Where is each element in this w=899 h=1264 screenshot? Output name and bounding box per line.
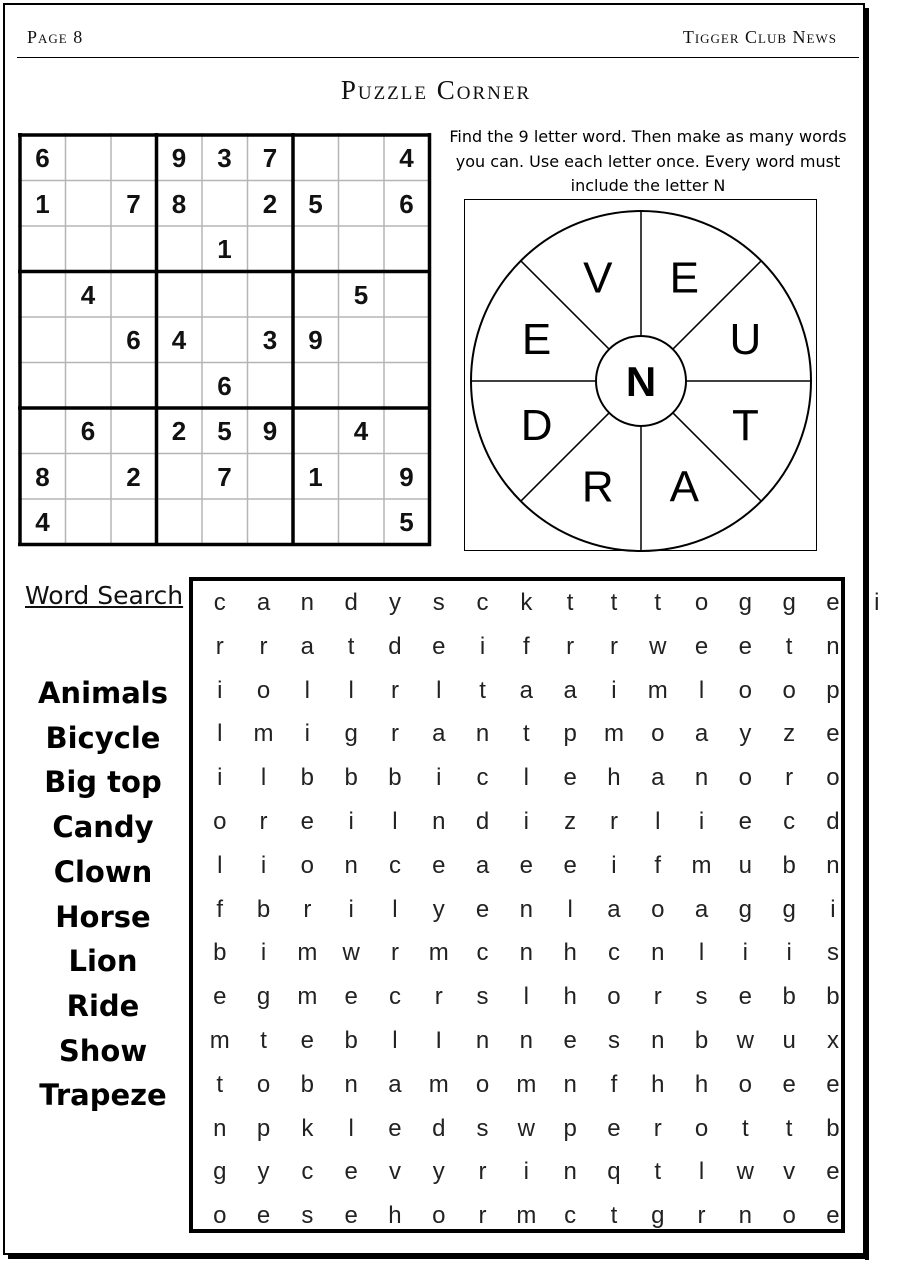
wheel-letter: E [669,253,699,303]
word-search-letter: e [826,1158,840,1186]
word-search-letter: m [428,1070,449,1098]
word-search-letter: a [607,895,621,923]
sudoku-cell: 3 [217,143,232,173]
word-search-letter: i [611,676,617,704]
word-search-letter: e [475,895,490,923]
word-search-letter: h [388,1202,402,1230]
word-list-item: Animals [37,676,169,710]
word-search-letter: v [783,1158,796,1186]
word-search-letter: g [738,589,753,616]
sudoku-cell: 4 [80,279,96,310]
word-search-letter: n [519,895,534,923]
word-search-letter: o [738,676,753,704]
word-search-letter: e [738,808,753,835]
word-search-letter: b [782,851,796,879]
word-search-letter: s [826,939,839,967]
word-search-letter: n [300,589,315,616]
page-shadow-right [865,8,869,1260]
sudoku-cell: 1 [308,461,323,492]
word-search-letter: l [392,1027,398,1054]
word-search-letter: n [563,1070,577,1098]
word-search-letter: d [432,1114,446,1142]
word-search-letter: d [344,589,358,616]
word-search-letter: d [475,808,490,835]
sudoku-grid [18,133,431,546]
word-search-letter: g [782,895,796,923]
word-search-letter: r [434,983,443,1011]
word-search-letter: s [301,1202,314,1230]
word-search-letter: i [830,895,836,923]
word-search-letter: e [563,851,577,879]
sudoku-cell: 6 [217,370,232,401]
word-search-letter: y [388,589,401,616]
word-search-letter: n [475,720,490,748]
word-search-letter: s [476,1114,489,1142]
word-search-letter: s [607,1027,620,1054]
sudoku-cell: 7 [126,188,141,219]
word-search-letter: i [348,895,354,923]
word-search-letter: c [607,939,620,967]
wheel-letter: D [520,401,553,451]
sudoku-cell: 5 [217,416,232,446]
word-search-letter: o [607,983,621,1011]
word-search-letter: n [519,939,534,967]
word-search-letter: l [436,676,442,704]
word-search-letter: l [392,895,398,923]
word-search-letter: g [651,1202,665,1230]
word-search-letter: r [303,895,312,923]
word-search-letter: e [782,1070,796,1098]
word-search-letter: o [826,764,840,792]
word-search-letter: r [390,676,399,704]
word-search-letter: i [523,1158,530,1186]
word-search-letter: l [655,808,661,835]
word-search-letter: l [567,895,573,923]
word-list [25,671,181,1118]
word-search-letter: n [563,1158,577,1186]
word-search-letter: a [300,632,315,660]
sudoku-cell: 7 [217,461,232,492]
word-search-letter: h [694,1070,709,1098]
word-search-letter: m [516,1070,537,1098]
word-search-letter: e [344,1202,358,1230]
word-search-letter: t [610,1202,618,1230]
word-search-letter: t [785,632,793,660]
page-shadow-bottom [8,1255,869,1259]
word-search-letter: h [651,1070,665,1098]
word-wheel-box [464,199,817,551]
word-search-letter: l [698,939,705,967]
word-list-item: Ride [66,988,140,1023]
word-search-letter: f [610,1070,618,1098]
sudoku-cell: 1 [35,188,50,219]
word-search-letter: a [651,764,665,792]
word-search-letter: e [300,1027,315,1054]
word-search-letter: y [257,1158,270,1186]
word-search-letter: o [782,1202,796,1230]
sudoku-cell: 2 [171,416,187,446]
word-search-letter: f [654,851,662,879]
word-search-letter: g [344,720,358,748]
word-search-letter: a [694,895,709,923]
word-list-item: Clown [53,854,153,889]
word-search-letter: i [348,808,354,835]
word-search-letter: t [479,676,486,704]
word-search-letter: t [523,720,530,748]
word-search-letter: o [782,676,796,704]
word-search-letter: i [436,764,442,792]
word-search-letter: n [213,1114,227,1142]
word-search-letter: o [738,764,753,792]
sudoku-cell: 4 [399,143,414,173]
word-search-letter: k [520,589,533,616]
word-search-letter: c [388,983,401,1011]
word-search-letter: a [694,720,709,748]
word-list-item: Lion [68,944,138,979]
word-search-letter: r [609,632,618,660]
word-search-letter: g [213,1158,227,1186]
word-search-letter: n [432,808,446,835]
sudoku-cell: 9 [171,143,187,173]
word-list-item: Horse [55,899,151,934]
word-search-letter: p [563,720,577,748]
sudoku-cell: 3 [262,325,278,355]
word-search-letter: m [297,939,318,967]
word-search-letter: a [432,720,446,748]
wheel-letter: V [583,253,613,303]
word-search-letter: e [563,764,577,792]
word-search-letter: b [388,764,402,792]
word-search-letter: l [698,676,705,704]
word-search-letter: u [738,851,753,879]
word-wheel [465,200,816,550]
sudoku-cell: 4 [35,507,50,537]
page-title: Puzzle Corner [340,75,532,105]
word-search-letter: n [475,1027,490,1054]
sudoku-cell: 7 [262,143,278,173]
word-search-letter: b [344,764,358,792]
word-list-item: Candy [52,810,154,845]
word-search-letter: r [259,808,268,835]
word-search-letter: b [256,895,271,923]
word-search-letter: r [785,764,794,792]
word-search-letter: e [826,589,840,616]
word-search-letter: l [523,764,530,792]
word-search-letter: r [697,1202,706,1230]
word-search-letter: l [348,1114,354,1142]
word-search-letter: d [388,632,402,660]
word-search-letter: w [649,632,667,660]
word-search-letter: m [516,1202,537,1230]
word-search-letter: i [260,939,267,967]
word-search-letter: i [698,808,705,835]
word-search-letter: u [782,1027,796,1054]
word-search-letter: t [216,1070,224,1098]
word-search-letter: e [388,1114,402,1142]
word-search-letter: r [259,632,268,660]
word-search-letter: g [256,983,271,1011]
word-search-letter: f [523,632,530,660]
sudoku-cell: 5 [353,279,369,310]
word-search-letter: p [256,1114,271,1142]
word-search-letter: e [826,1070,840,1098]
word-search-letter: g [782,589,796,616]
word-search-letter: g [738,895,753,923]
word-list-item: Show [58,1033,148,1068]
word-search-letter: a [388,1070,402,1098]
word-search-letter: e [738,632,753,660]
word-search-letter: o [213,808,227,835]
word-search-letter: b [782,983,796,1011]
word-search-letter: e [519,851,534,879]
word-search-letter: o [300,851,315,879]
word-search-letter: r [653,1114,662,1142]
word-list-item: Big top [44,765,162,800]
word-search-letter: w [736,1027,755,1054]
newsletter-name: Tigger Club News [682,27,837,47]
word-search-letter: i [874,589,880,616]
word-search-letter: I [435,1027,443,1054]
sudoku-cell: 6 [80,416,96,446]
word-search-letter: o [651,720,665,748]
word-search-letter: e [738,983,753,1011]
sudoku-cell: 5 [308,188,323,219]
word-search-letter: s [476,983,489,1011]
word-search-letter: a [475,851,490,879]
word-search-letter: o [651,895,665,923]
word-search-letter: t [654,1158,662,1186]
word-search-letter: е [432,851,446,879]
word-search-letter: z [564,808,577,835]
wheel-letter: E [521,314,552,364]
word-search-letter: t [742,1114,749,1142]
word-search-letter: r [390,720,399,748]
sudoku-cell: 4 [171,325,187,355]
word-search-letter: m [603,720,624,748]
word-search-letter: i [217,676,223,704]
word-search-label: Word Search [25,581,184,610]
word-search-letter: c [213,589,226,616]
word-list-item: Trapeze [39,1078,167,1113]
sudoku-cell: 6 [126,325,141,355]
page-number: Page 8 [27,27,84,47]
word-search-letter: r [566,632,575,660]
word-search-letter: l [304,676,311,704]
word-search-letter: s [695,983,708,1011]
wheel-letter: R [581,462,614,512]
sudoku-cell: 9 [262,416,278,446]
word-search-letter: b [300,764,315,792]
word-search-letter: n [651,939,665,967]
word-search-letter: r [609,808,618,835]
word-search-letter: i [523,808,530,835]
word-search-letter: l [698,1158,705,1186]
word-search-letter: c [564,1202,577,1230]
word-search-letter: o [432,1202,446,1230]
sudoku-cell: 2 [262,188,278,219]
sudoku-cell: 2 [126,461,141,492]
word-search-letter: q [607,1158,621,1186]
word-search-letter: t [260,1027,267,1054]
word-search-letter: e [826,1202,840,1230]
sudoku-cell: 6 [399,188,414,219]
word-search-letter: m [297,983,318,1011]
sudoku-cell: 8 [171,188,187,219]
word-search-letter: e [256,1202,271,1230]
word-search-letter: e [694,632,709,660]
word-search-letter: x [826,1027,839,1054]
word-search-letter: w [342,939,360,967]
word-search-letter: c [476,764,489,792]
sudoku-cell: 8 [35,461,50,492]
word-search-letter: w [517,1114,536,1142]
wheel-center-letter: N [625,358,657,405]
sudoku-cell: 9 [399,461,414,492]
word-search-letter: i [260,851,267,879]
word-search-letter: m [209,1027,230,1054]
word-search-letter: o [694,589,709,616]
word-search-letter: m [253,720,274,748]
word-search-letter: h [563,939,577,967]
word-search-letter: p [563,1114,577,1142]
word-list-item: Bicycle [45,720,161,755]
word-search-letter: n [738,1202,753,1230]
word-search-letter: e [213,983,227,1011]
word-search-letter: w [736,1158,755,1186]
word-search-letter: v [388,1158,401,1186]
word-search-letter: l [392,808,398,835]
word-search-letter: t [785,1114,793,1142]
word-search-letter: t [566,589,574,616]
sudoku-cell: 5 [399,507,414,537]
word-search-letter: i [479,632,486,660]
word-search-letter: h [563,983,577,1011]
word-search-letter: o [738,1070,753,1098]
word-search-letter: h [607,764,621,792]
header-rule [17,57,859,58]
word-search-letter: i [742,939,749,967]
word-search-letter: n [694,764,709,792]
word-search-letter: l [523,983,530,1011]
word-search-letter: l [217,851,223,879]
word-search-letter: n [651,1027,665,1054]
word-search-letter: l [217,720,223,748]
word-search-letter: b [826,983,840,1011]
word-search-letter: e [344,983,358,1011]
word-wheel-instructions: Find the 9 letter word. Then make as many words you can. Use each letter once. Every word must include the letter N [449,127,847,195]
word-search-letter: e [563,1027,577,1054]
word-search-letter: c [476,589,489,616]
word-search-letter: o [256,1070,271,1098]
word-search-grid [189,577,880,1233]
sudoku-cell: 9 [308,325,323,355]
word-search-letter: o [694,1114,709,1142]
word-search-letter: i [217,764,223,792]
word-search-letter: t [347,632,355,660]
word-search-letter: t [654,589,662,616]
word-search-letter: a [563,676,577,704]
word-search-letter: y [739,720,752,748]
word-search-letter: b [213,939,227,967]
word-search-letter: c [388,851,401,879]
newsletter-page [3,3,880,1255]
word-search-letter: n [344,851,358,879]
word-search-letter: b [826,1114,840,1142]
word-search-letter: e [344,1158,358,1186]
word-search-letter: r [478,1202,487,1230]
word-search-letter: s [432,589,445,616]
word-search-letter: i [786,939,792,967]
word-search-letter: k [301,1114,314,1142]
word-search-letter: m [428,939,449,967]
word-search-letter: e [432,632,446,660]
word-search-letter: y [432,1158,445,1186]
word-search-letter: o [213,1202,227,1230]
word-search-letter: c [476,939,489,967]
word-search-letter: r [653,983,662,1011]
sudoku-cell: 1 [217,234,232,264]
word-search-letter: a [519,676,534,704]
word-search-letter: n [344,1070,358,1098]
sudoku-cell: 4 [353,416,369,446]
word-search-letter: z [783,720,796,748]
word-search-letter: i [304,720,311,748]
word-search-letter: c [301,1158,314,1186]
word-search-letter: m [691,851,712,879]
wheel-letter: T [731,401,759,451]
word-search-letter: n [519,1027,534,1054]
wheel-letter: U [729,314,762,364]
wheel-letter: A [669,462,699,512]
word-search-letter: i [611,851,617,879]
word-search-letter: r [478,1158,487,1186]
word-search-letter: t [610,589,618,616]
word-search-letter: l [348,676,354,704]
word-search-letter: d [826,808,840,835]
word-search-letter: b [694,1027,709,1054]
word-search-letter: o [475,1070,490,1098]
word-search-letter: l [260,764,267,792]
word-search-letter: n [826,632,840,660]
word-search-letter: e [300,808,315,835]
word-search-letter: f [216,895,224,923]
word-search-letter: b [300,1070,315,1098]
word-search-letter: b [344,1027,358,1054]
word-search-letter: c [783,808,796,835]
word-search-letter: m [647,676,668,704]
word-search-letter: e [607,1114,621,1142]
word-search-letter: p [826,676,840,704]
word-search-letter: r [390,939,399,967]
word-search-letter: e [826,720,840,748]
word-search-letter: o [256,676,271,704]
word-search-letter: y [432,895,445,923]
word-search-letter: a [256,589,271,616]
word-search-letter: r [215,632,224,660]
sudoku-cell: 6 [35,143,50,173]
word-search-letter: n [826,851,840,879]
